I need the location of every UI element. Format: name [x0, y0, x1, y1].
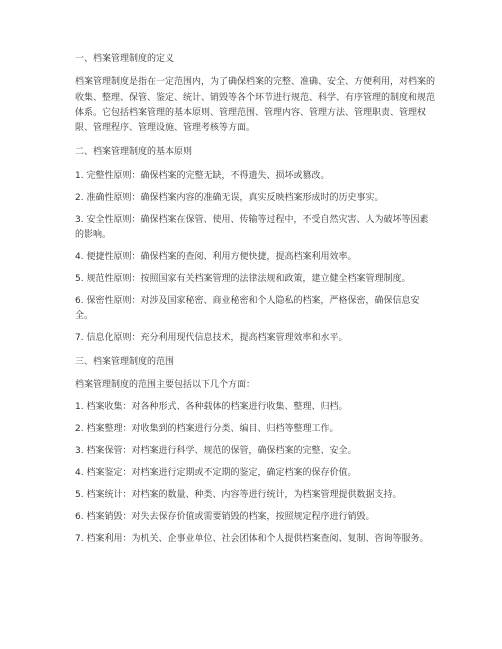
- principle-item: 1. 完整性原则：确保档案的完整无缺，不得遗失、损坏或篡改。: [75, 170, 330, 181]
- principle-item: 7. 信息化原则：充分利用现代信息技术，提高档案管理效率和水平。: [75, 332, 348, 343]
- scope-item: 2. 档案整理：对收集到的档案进行分类、编目、归档等整理工作。: [75, 424, 339, 435]
- principle-item: 3. 安全性原则：确保档案在保管、使用、传输等过程中，不受自然灾害、人为破坏等因素的影响。: [75, 214, 429, 240]
- scope-item: 6. 档案销毁：对失去保存价值或需要销毁的档案，按照规定程序进行销毁。: [75, 511, 375, 522]
- principle-item: 6. 保密性原则：对涉及国家秘密、商业秘密和个人隐私的档案，严格保密，确保信息安全。: [75, 295, 420, 321]
- document-page: [75, 52, 437, 553]
- scope-item: 1. 档案收集：对各种形式、各种载体的档案进行收集、整理、归档。: [75, 402, 348, 413]
- scope-item: 5. 档案统计：对档案的数量、种类、内容等进行统计，为档案管理提供数据支持。: [75, 489, 402, 500]
- scope-item: 7. 档案利用：为机关、企事业单位、社会团体和个人提供档案查阅、复制、咨询等服务。: [75, 533, 429, 544]
- section-3-title: 三、档案管理制度的范围: [75, 357, 175, 368]
- section-1-title: 一、档案管理制度的定义: [75, 54, 175, 64]
- section-1-body: 档案管理制度是指在一定范围内，为了确保档案的完整、准确、安全、方便利用，对档案的收集、整理、保管、鉴定、统计、销毁等各个环节进行规范、科学、有序管理的制度和规范体系。它包括档案管理的基本原则、管理范围、管理内容、管理方法、管理职责、管理权限、管理程序、管理设施、管理考核等方面。: [75, 77, 436, 134]
- principle-item: 4. 便捷性原则：确保档案的查阅、利用方便快捷，提高档案利用效率。: [75, 251, 357, 262]
- section-2-title: 二、档案管理制度的基本原则: [75, 147, 193, 158]
- scope-item: 3. 档案保管：对档案进行科学、规范的保管，确保档案的完整、安全。: [75, 445, 357, 456]
- section-3-intro: 档案管理制度的范围主要包括以下几个方面：: [75, 380, 256, 391]
- principle-item: 5. 规范性原则：按照国家有关档案管理的法律法规和政策，建立健全档案管理制度。: [75, 273, 411, 284]
- scope-item: 4. 档案鉴定：对档案进行定期或不定期的鉴定，确定档案的保存价值。: [75, 467, 357, 478]
- principle-item: 2. 准确性原则：确保档案内容的准确无误，真实反映档案形成时的历史事实。: [75, 192, 384, 203]
